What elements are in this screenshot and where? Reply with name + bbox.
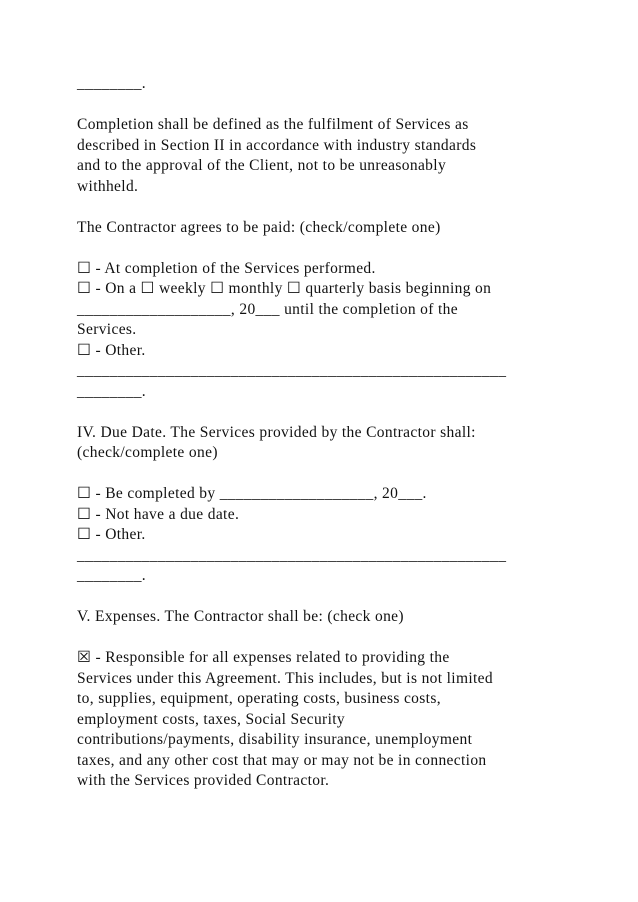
spacer: [77, 587, 577, 608]
spacer: [77, 628, 577, 649]
due-date-other-blank-end: ________.: [77, 567, 147, 584]
line-blank-continuation: ________.: [77, 75, 147, 92]
payment-option-other[interactable]: ☐ - Other.: [77, 341, 146, 359]
payment-option-periodic[interactable]: ☐ - On a ☐ weekly ☐ monthly ☐ quarterly basis beginning on: [77, 280, 492, 297]
due-date-option-other[interactable]: ☐ - Other.: [77, 526, 146, 543]
due-date-heading: IV. Due Date. The Services provided by the Contractor shall:: [77, 423, 476, 441]
due-date-option-completed-by[interactable]: ☐ - Be completed by ___________________, 20___.: [77, 485, 427, 502]
expenses-paragraph-line: to, supplies, equipment, operating costs, business costs,: [77, 690, 441, 707]
spacer: [77, 464, 577, 485]
expenses-paragraph-line: employment costs, taxes, Social Security: [77, 710, 345, 728]
completion-paragraph-line: Completion shall be defined as the fulfilment of Services as: [77, 116, 469, 133]
due-date-other-blank: _____________________________________________________: [77, 546, 507, 564]
expenses-option-responsible[interactable]: ☒ - Responsible for all expenses related to providing the: [77, 649, 450, 666]
expenses-paragraph-line: taxes, and any other cost that may or may not be in connection: [77, 751, 487, 769]
spacer: [77, 238, 577, 259]
payment-other-blank-end: ________.: [77, 382, 147, 400]
payment-other-blank: _____________________________________________________: [77, 362, 507, 379]
due-date-option-none[interactable]: ☐ - Not have a due date.: [77, 505, 240, 523]
payment-option-periodic-end: Services.: [77, 321, 137, 338]
expenses-heading: V. Expenses. The Contractor shall be: (check one): [77, 608, 404, 625]
spacer: [77, 402, 577, 423]
document-page: [77, 74, 577, 792]
payment-heading: The Contractor agrees to be paid: (check/complete one): [77, 218, 441, 236]
completion-paragraph-line: withheld.: [77, 177, 139, 195]
expenses-paragraph-line: Services under this Agreement. This includes, but is not limited: [77, 669, 494, 687]
spacer: [77, 95, 577, 116]
completion-paragraph-line: and to the approval of the Client, not to be unreasonably: [77, 157, 447, 174]
payment-option-completion[interactable]: ☐ - At completion of the Services performed.: [77, 259, 376, 277]
due-date-heading-cont: (check/complete one): [77, 444, 218, 461]
expenses-paragraph-line: with the Services provided Contractor.: [77, 772, 330, 789]
completion-paragraph-line: described in Section II in accordance with industry standards: [77, 136, 477, 154]
spacer: [77, 197, 577, 218]
payment-option-periodic-date: ___________________, 20___ until the completion of the: [77, 300, 458, 318]
expenses-paragraph-line: contributions/payments, disability insurance, unemployment: [77, 731, 473, 748]
